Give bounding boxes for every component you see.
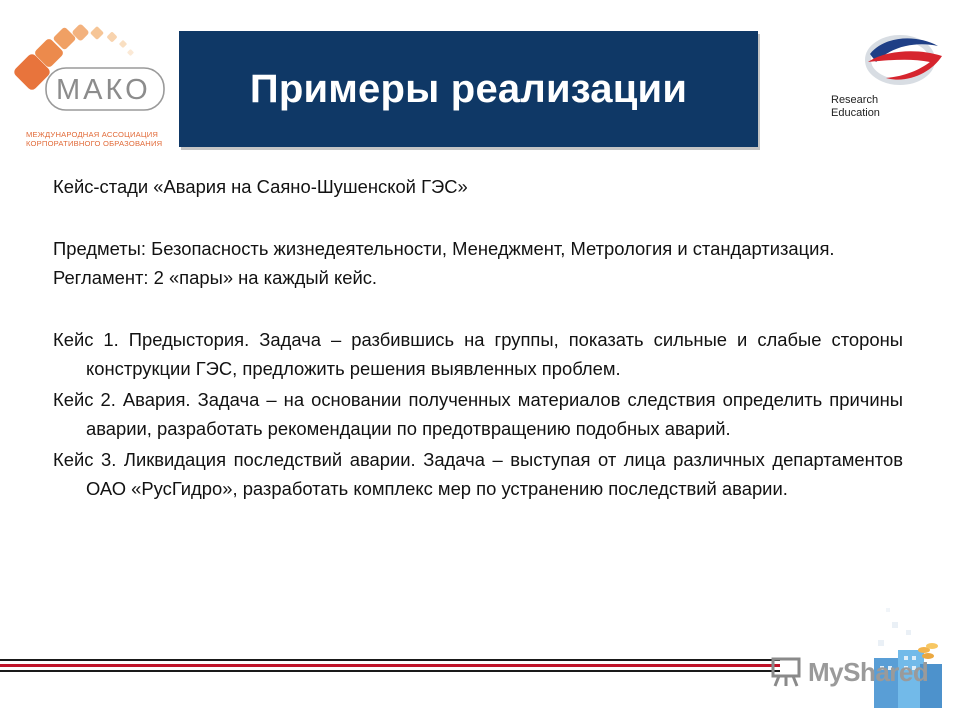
mako-subtitle-line1: МЕЖДУНАРОДНАЯ АССОЦИАЦИЯ — [26, 130, 159, 139]
title-banner — [179, 31, 758, 147]
myshared-watermark — [770, 654, 928, 690]
case-study-title: Кейс-стади «Авария на Саяно-Шушенской ГЭС» — [53, 176, 468, 197]
case-3-paragraph: Кейс 3. Ликвидация последствий аварии. Задача – выступая от лица различных департаментов ОАО «РусГидро», разработать комплекс мер по устранению последствий аварии. — [53, 449, 903, 499]
swoosh-logo-icon — [860, 32, 946, 88]
mako-subtitle-line2: КОРПОРАТИВНОГО ОБРАЗОВАНИЯ — [26, 139, 163, 148]
page-title: Примеры реализации — [249, 66, 688, 111]
footer-rule-top — [0, 659, 780, 661]
footer-rule-red — [0, 664, 780, 667]
research-label: Research — [831, 94, 879, 106]
slide-body — [53, 172, 903, 505]
mako-name: МАКО — [56, 74, 151, 106]
myshared-text: MyShared — [808, 656, 929, 687]
case-2-paragraph: Кейс 2. Авария. Задача – на основании полученных материалов следствия определить причины аварии, разработать рекомендации по предотвращению подобных аварий. — [53, 389, 903, 439]
presentation-board-icon — [770, 656, 804, 688]
education-label: Education — [831, 107, 880, 119]
footer-rule-bottom — [0, 670, 780, 672]
schedule-line: Регламент: 2 «пары» на каждый кейс. — [53, 267, 378, 288]
research-education-text — [831, 94, 880, 120]
mako-subtitle — [26, 130, 186, 148]
subjects-line: Предметы: Безопасность жизнедеятельности, Менеджмент, Метрология и стандартизация. — [53, 238, 835, 259]
mako-logo — [8, 24, 178, 154]
case-1-paragraph: Кейс 1. Предыстория. Задача – разбившись на группы, показать сильные и слабые стороны конструкции ГЭС, предложить решения выявленных проблем. — [53, 329, 903, 379]
research-education-logo — [826, 32, 946, 122]
